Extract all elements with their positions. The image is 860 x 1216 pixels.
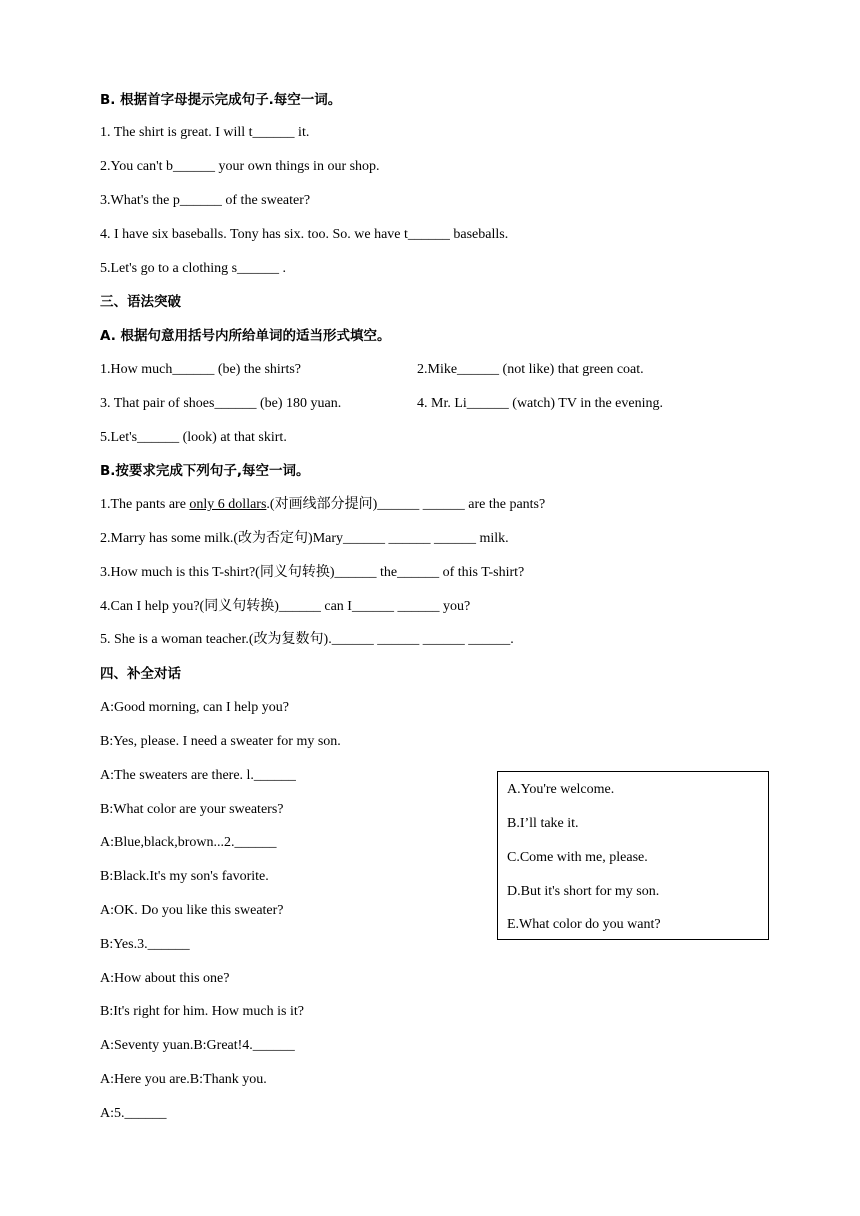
question-item: 1.How much______ (be) the shirts? xyxy=(100,362,302,377)
question-item: 3.What's the p______ of the sweater? xyxy=(100,193,311,208)
question-item: 5. She is a woman teacher.(改为复数句).______ ______ ______ ______. xyxy=(100,632,514,647)
question-item: 5.Let's go to a clothing s______ . xyxy=(100,261,287,276)
options-box xyxy=(497,771,769,940)
question-item: 4. Mr. Li______ (watch) TV in the evening. xyxy=(417,396,663,411)
dialogue-line: A:Good morning, can I help you? xyxy=(100,700,289,715)
dialogue-line: A:The sweaters are there. l.______ xyxy=(100,768,296,783)
dialogue-line: B:What color are your sweaters? xyxy=(100,802,284,817)
question-item: 4.Can I help you?(同义句转换)______ can I______ ______ you? xyxy=(100,599,471,614)
option-item: A.You're welcome. xyxy=(507,782,615,797)
dialogue-line: A:OK. Do you like this sweater? xyxy=(100,903,284,918)
dialogue-line: B:Black.It's my son's favorite. xyxy=(100,869,269,884)
option-item: E.What color do you want? xyxy=(507,917,661,932)
question-item: 3. That pair of shoes______ (be) 180 yuan. xyxy=(100,396,342,411)
underlined-phrase: only 6 dollars xyxy=(189,497,267,512)
question-item xyxy=(100,495,545,515)
question-text: .(对画线部分提问)______ ______ are the pants? xyxy=(266,497,546,512)
dialogue-line: A:Seventy yuan.B:Great!4.______ xyxy=(100,1038,295,1053)
dialogue-line: A:How about this one? xyxy=(100,971,230,986)
question-item: 1. The shirt is great. I will t______ it. xyxy=(100,125,310,140)
question-item: 2.Mike______ (not like) that green coat. xyxy=(417,362,644,377)
dialogue-line: B:It's right for him. How much is it? xyxy=(100,1004,304,1019)
dialogue-line: A:5.______ xyxy=(100,1106,167,1121)
option-item: D.But it's short for my son. xyxy=(507,884,660,899)
section-b-heading: B. 根据首字母提示完成句子.每空一词。 xyxy=(100,92,342,108)
option-item: C.Come with me, please. xyxy=(507,850,648,865)
section-3-heading: 三、语法突破 xyxy=(100,294,181,310)
question-item: 3.How much is this T-shirt?(同义句转换)______ the______ of this T-shirt? xyxy=(100,565,525,580)
question-text: 1.The pants are xyxy=(100,497,190,512)
dialogue-line: B:Yes.3.______ xyxy=(100,937,190,952)
question-item: 5.Let's______ (look) at that skirt. xyxy=(100,430,287,445)
section-3a-heading: A. 根据句意用括号内所给单词的适当形式填空。 xyxy=(100,328,391,344)
dialogue-line: A:Here you are.B:Thank you. xyxy=(100,1072,267,1087)
dialogue-line: B:Yes, please. I need a sweater for my son. xyxy=(100,734,341,749)
question-item: 2.You can't b______ your own things in our shop. xyxy=(100,159,380,174)
dialogue-line: A:Blue,black,brown...2.______ xyxy=(100,835,277,850)
option-item: B.I’ll take it. xyxy=(507,816,579,831)
question-item: 4. I have six baseballs. Tony has six. too. So. we have t______ baseballs. xyxy=(100,227,509,242)
section-4-heading: 四、补全对话 xyxy=(100,666,181,682)
question-item: 2.Marry has some milk.(改为否定句)Mary______ ______ ______ milk. xyxy=(100,531,509,546)
section-3b-heading: B.按要求完成下列句子,每空一词。 xyxy=(100,463,310,479)
